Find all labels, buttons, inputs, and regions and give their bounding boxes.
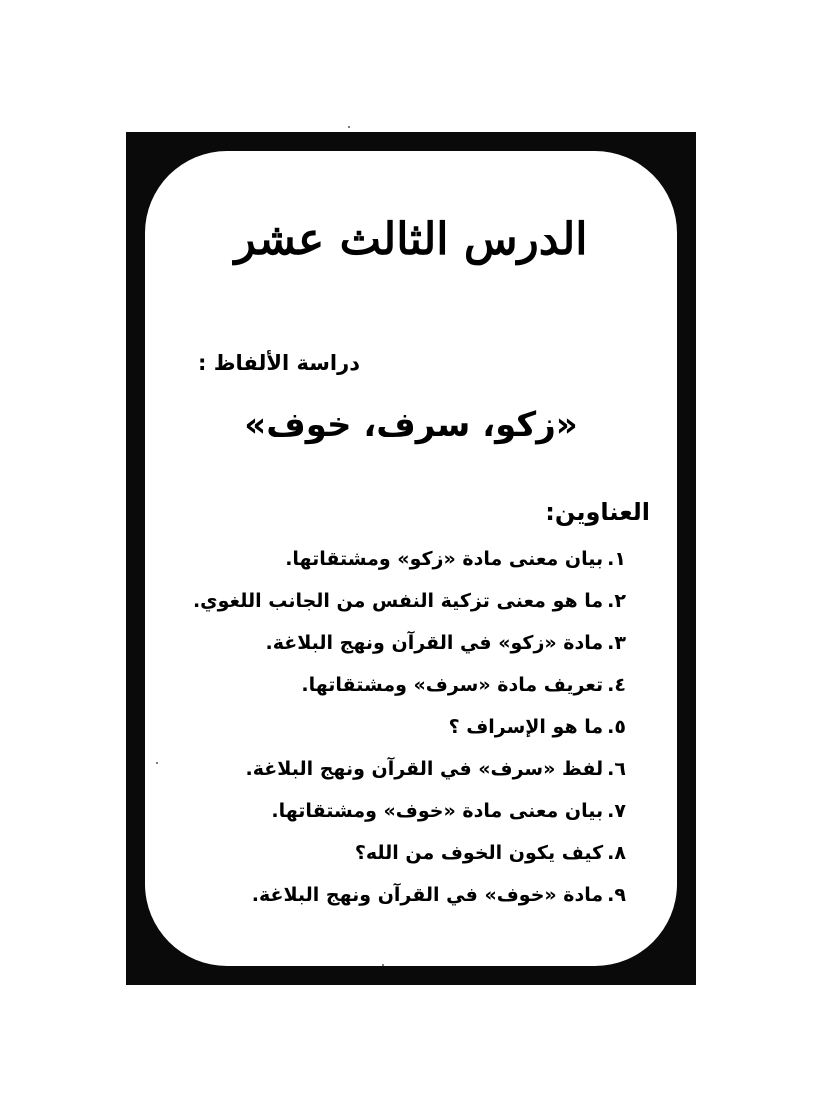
topic-number: ٢. [607,590,626,612]
topic-item [193,790,626,832]
topic-item [193,706,626,748]
topic-text: كيف يكون الخوف من الله؟ [354,842,604,864]
topic-number: ٩. [607,884,626,906]
topic-item [193,538,626,580]
topic-item [193,664,626,706]
topic-text: مادة «زكو» في القرآن ونهج البلاغة. [265,632,604,654]
topic-text: ما هو الإسراف ؟ [448,716,604,738]
topic-text: لفظ «سرف» في القرآن ونهج البلاغة. [245,758,604,780]
topic-text: بيان معنى مادة «خوف» ومشتقاتها. [271,800,604,822]
topic-item [193,580,626,622]
topic-item [193,748,626,790]
topic-text: بيان معنى مادة «زكو» ومشتقاتها. [285,548,604,570]
keywords-heading: «زكو، سرف، خوف» [244,405,578,445]
topic-item [193,832,626,874]
page-title: الدرس الثالث عشر [234,214,588,265]
topic-number: ١. [607,548,626,570]
scan-speck [348,126,350,128]
topic-text: مادة «خوف» في القرآن ونهج البلاغة. [251,884,604,906]
topic-number: ٨. [607,842,626,864]
topic-item [193,622,626,664]
topic-number: ٥. [607,716,626,738]
scan-speck [156,762,158,764]
scan-speck [382,964,384,966]
topic-text: تعريف مادة «سرف» ومشتقاتها. [301,674,604,696]
topic-text: ما هو معنى تزكية النفس من الجانب اللغوي. [192,590,604,612]
headings-label: العناوين: [545,498,650,526]
topic-number: ٤. [607,674,626,696]
topic-number: ٣. [607,632,626,654]
topic-number: ٧. [607,800,626,822]
topic-number: ٦. [607,758,626,780]
topic-item [193,874,626,916]
section-subtitle: دراسة الألفاظ : [197,351,360,375]
topics-list [193,538,626,916]
